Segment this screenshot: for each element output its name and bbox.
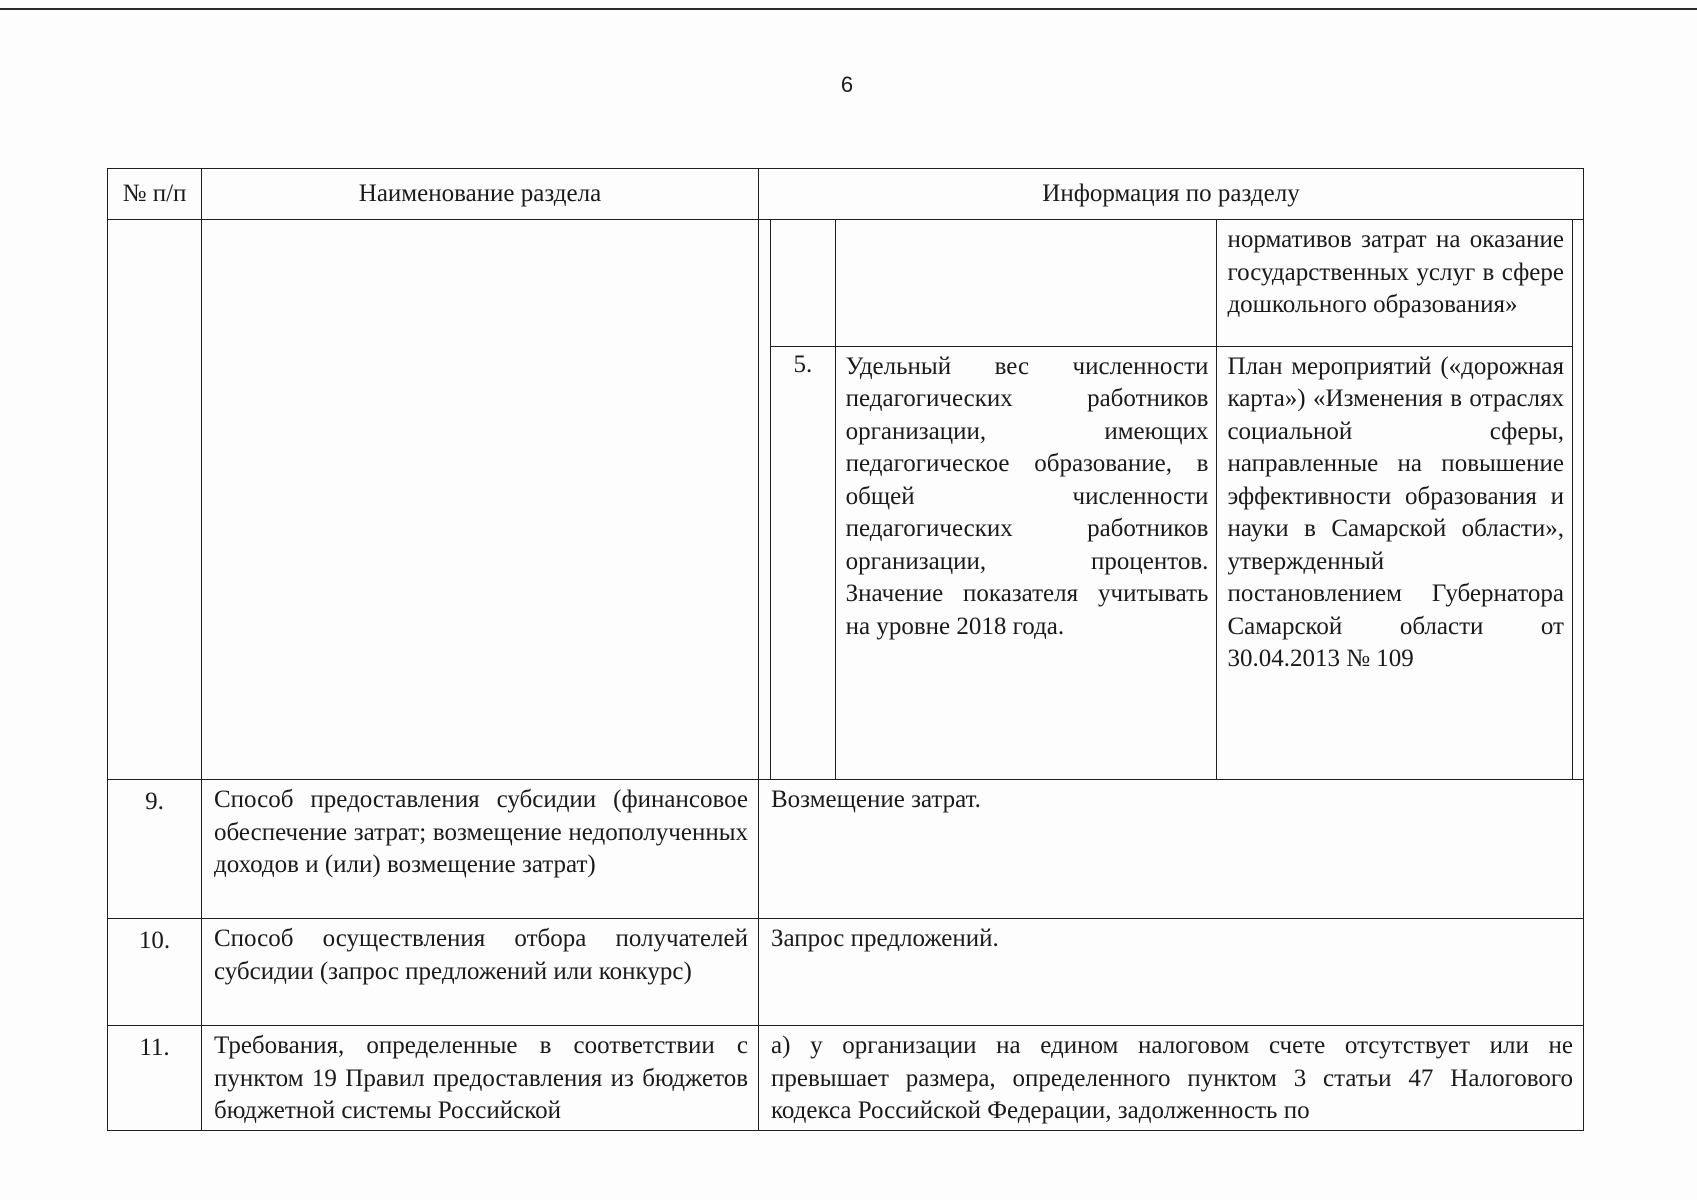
table-row-nested <box>108 220 1584 780</box>
nested-cell-empty-indicator <box>835 220 1217 346</box>
row-section-name: Способ осуществления отбора получателей субсидии (запрос предложений или конкурс) <box>202 919 759 1026</box>
table-row <box>108 780 1584 919</box>
table-row <box>108 1026 1584 1131</box>
cell-nested-table <box>759 220 1584 780</box>
nested-item-indicator: Удельный вес численности педагогических работников организации, имеющих педагогическое образование, в общей численности педагогических работников организации, процентов. Значение показателя учитывать на уровне 2018 года. <box>835 346 1217 779</box>
row-section-info: Запрос предложений. <box>759 919 1584 1026</box>
nested-cell-empty-number <box>771 220 836 346</box>
main-table <box>107 168 1584 1131</box>
row-section-info: а) у организации на едином налоговом счете отсутствует или не превышает размера, определенного пунктом 3 статьи 47 Налогового кодекса Российской Федерации, задолженность по <box>759 1026 1584 1131</box>
nested-item-source: План мероприятий («дорожная карта») «Изменения в отраслях социальной сферы, направленные на повышение эффективности образования и науки в Самарской области», утвержденный постановлением Губернатора Самарской области от 30.04.2013 № 109 <box>1217 346 1573 779</box>
nested-row-continuation <box>771 220 1573 346</box>
page-top-edge <box>0 8 1697 10</box>
header-number: № п/п <box>108 169 202 220</box>
cell-empty-number <box>108 220 202 780</box>
nested-indicators-table <box>770 220 1573 779</box>
table-row <box>108 919 1584 1026</box>
nested-item-number: 5. <box>771 346 836 779</box>
nested-row-item-5 <box>771 346 1573 779</box>
header-section-info: Информация по разделу <box>759 169 1584 220</box>
page-number: 6 <box>840 72 854 97</box>
row-number: 10. <box>108 919 202 1026</box>
cell-empty-name <box>202 220 759 780</box>
row-section-name: Требования, определенные в соответствии с пунктом 19 Правил предоставления из бюджетов бюджетной системы Российской <box>202 1026 759 1131</box>
header-section-name: Наименование раздела <box>202 169 759 220</box>
row-section-name: Способ предоставления субсидии (финансовое обеспечение затрат; возмещение недополученных доходов и (или) возмещение затрат) <box>202 780 759 919</box>
header-row <box>108 169 1584 220</box>
row-number: 9. <box>108 780 202 919</box>
nested-continuation-text: нормативов затрат на оказание государственных услуг в сфере дошкольного образования» <box>1217 220 1573 346</box>
row-number: 11. <box>108 1026 202 1131</box>
row-section-info: Возмещение затрат. <box>759 780 1584 919</box>
